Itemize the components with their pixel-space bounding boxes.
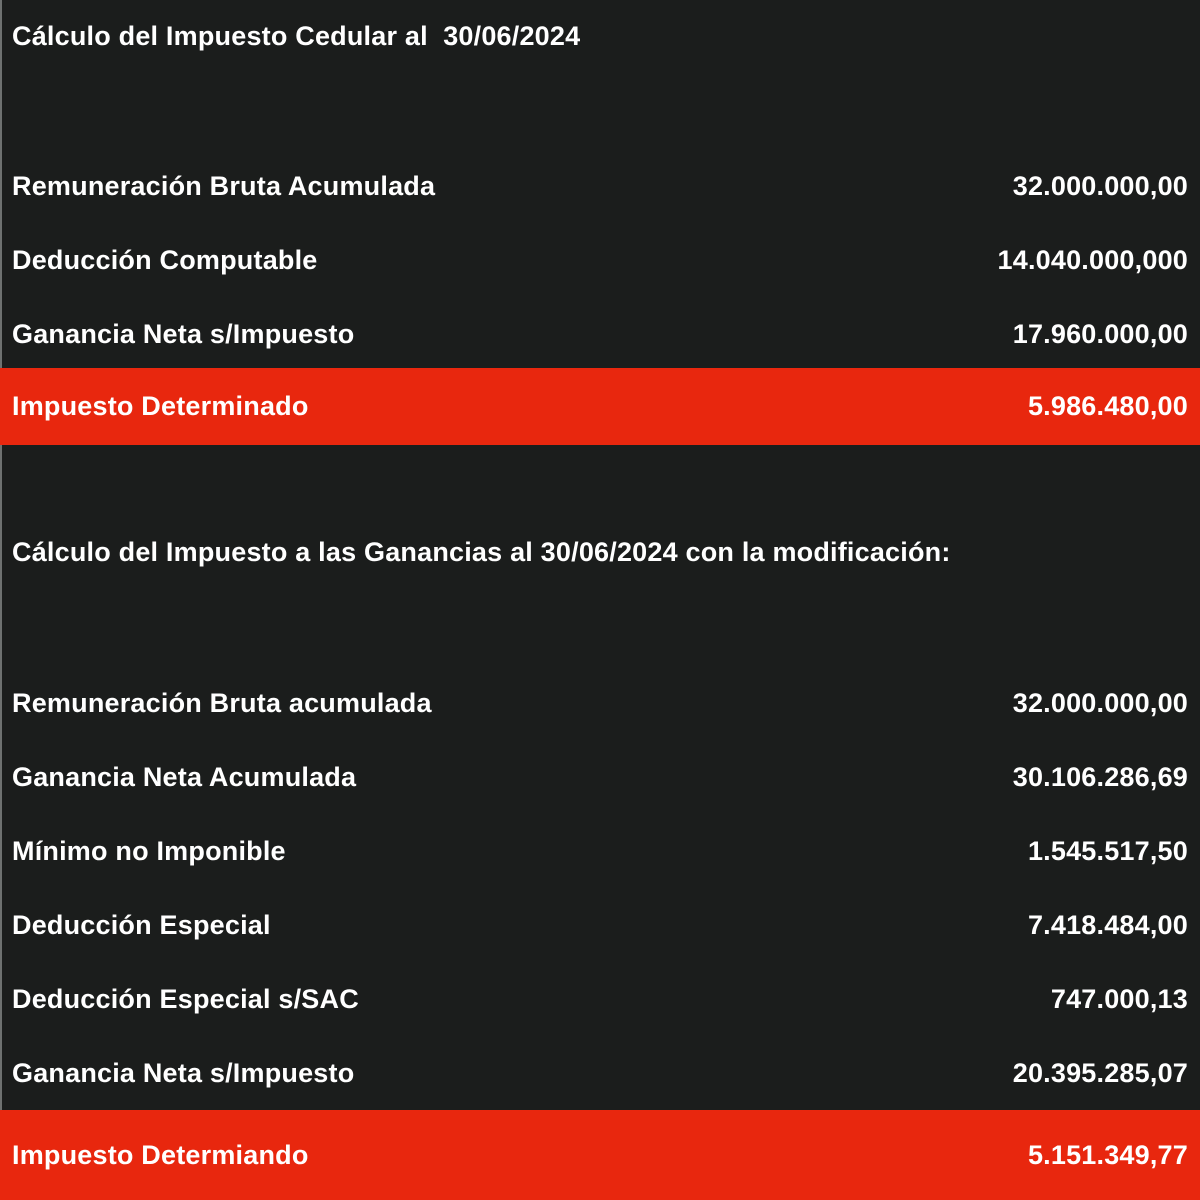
section-ganancias-title: Cálculo del Impuesto a las Ganancias al 30/06/2024 con la modificación: — [12, 537, 951, 567]
section-cedular-title: Cálculo del Impuesto Cedular al 30/06/2024 — [12, 21, 581, 51]
row-value: 20.395.285,07 — [1012, 1057, 1188, 1088]
row-minimo-no-imponible — [0, 833, 1200, 869]
row-value: 17.960.000,00 — [1012, 318, 1188, 349]
row-deduccion-especial — [0, 907, 1200, 943]
row-deduccion-computable — [0, 242, 1200, 278]
row-label: Deducción Especial — [12, 909, 271, 940]
row-value: 30.106.286,69 — [1012, 761, 1188, 792]
row-impuesto-determinado-highlight — [0, 368, 1200, 445]
row-value: 7.418.484,00 — [1027, 909, 1188, 940]
row-impuesto-determiando-highlight — [0, 1110, 1200, 1200]
row-label: Mínimo no Imponible — [12, 835, 286, 866]
row-ganancia-neta-s-impuesto — [0, 316, 1200, 352]
row-ganancia-neta-acumulada — [0, 759, 1200, 795]
row-label: Remuneración Bruta acumulada — [12, 687, 432, 718]
row-ganancia-neta-s-impuesto-2 — [0, 1055, 1200, 1091]
row-value: 5.986.480,00 — [1027, 391, 1188, 421]
row-label: Deducción Especial s/SAC — [12, 983, 359, 1014]
row-deduccion-especial-s-sac — [0, 981, 1200, 1017]
row-label: Deducción Computable — [12, 244, 318, 275]
row-remuneracion-bruta-acumulada-2 — [0, 685, 1200, 721]
row-value: 32.000.000,00 — [1012, 170, 1188, 201]
row-label: Impuesto Determinado — [12, 391, 309, 421]
row-value: 1.545.517,50 — [1027, 835, 1188, 866]
row-value: 14.040.000,000 — [997, 244, 1188, 275]
row-label: Ganancia Neta s/Impuesto — [12, 1057, 355, 1088]
row-value: 32.000.000,00 — [1012, 687, 1188, 718]
row-label: Ganancia Neta s/Impuesto — [12, 318, 355, 349]
row-label: Remuneración Bruta Acumulada — [12, 170, 436, 201]
row-label: Impuesto Determiando — [12, 1139, 309, 1170]
row-value: 747.000,13 — [1050, 983, 1188, 1014]
row-label: Ganancia Neta Acumulada — [12, 761, 357, 792]
row-remuneracion-bruta-acumulada — [0, 168, 1200, 204]
row-value: 5.151.349,77 — [1027, 1139, 1188, 1170]
